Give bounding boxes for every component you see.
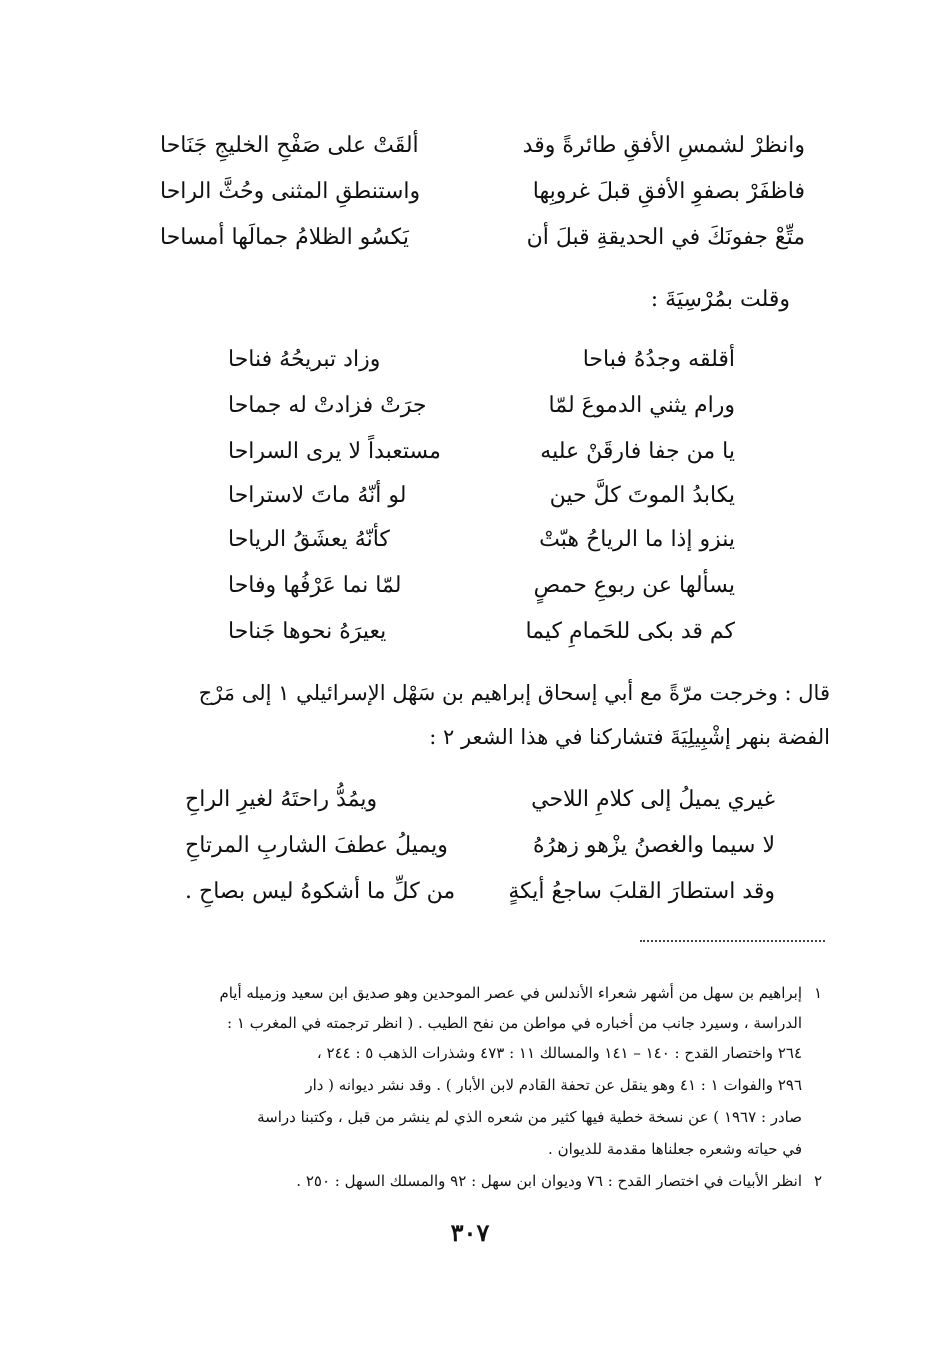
- footnote-number: ١: [813, 984, 822, 1002]
- prose-line: الفضة بنهر إشْبِيلِيَةَ فتشاركنا في هذا الشعر ٢ :: [429, 725, 830, 749]
- verse-second-hemistich: ويمُدُّ راحتَهُ لغيرِ الراحِ: [185, 787, 378, 812]
- footnote-line: [122, 1040, 822, 1066]
- verse-first-hemistich: يسألها عن ربوعِ حمصٍ: [533, 573, 735, 598]
- footnote-text: في حياته وشعره جعلناها مقدمة للديوان .: [548, 1140, 802, 1158]
- verse-line: [0, 218, 940, 258]
- verse-second-hemistich: جرَتْ فزادتْ له جماحا: [228, 393, 427, 418]
- page-number: ٣٠٧: [450, 1218, 490, 1247]
- verse-line: [0, 520, 940, 560]
- verse-line: [0, 780, 940, 820]
- verse-second-hemistich: يَكسُو الظلامُ جمالَها أمساحا: [160, 225, 409, 250]
- verse-first-hemistich: ورام يثني الدموعَ لمّا: [548, 393, 735, 418]
- verse-first-hemistich: فاظفَرْ بصفوِ الأفقِ قبلَ غروبِها: [532, 179, 805, 204]
- verse-second-hemistich: لمّا نما عَرْفُها وفاحا: [228, 573, 402, 598]
- footnote-line: [122, 1010, 822, 1036]
- footnote-line: [122, 980, 822, 1006]
- verse-first-hemistich: لا سيما والغصنُ يزْهو زهرُهُ: [532, 833, 775, 858]
- footnote-text: ٢٦٤ واختصار القدح : ١٤٠ – ١٤١ والمسالك ١١ : ٤٧٣ وشذرات الذهب ٥ : ٢٤٤ ،: [316, 1044, 802, 1062]
- verse-line: [0, 612, 940, 652]
- footnote-separator: [640, 940, 825, 942]
- verse-second-hemistich: واستنطقِ المثنى وحُثَّ الراحا: [160, 179, 421, 204]
- footnote-text: انظر الأبيات في اختصار القدح : ٧٦ وديوان ابن سهل : ٩٢ والمسلك السهل : ٢٥٠ .: [296, 1172, 802, 1190]
- verse-second-hemistich: لو أنّهُ ماتَ لاستراحا: [228, 483, 407, 508]
- verse-line: [0, 340, 940, 380]
- verse-line: [0, 432, 940, 472]
- verse-first-hemistich: يا من جفا فارقَنْ عليه: [540, 439, 735, 464]
- verse-line: [0, 872, 940, 912]
- footnote-line: [122, 1104, 822, 1130]
- verse-first-hemistich: غيري يميلُ إلى كلامِ اللاحي: [531, 787, 775, 812]
- footnote-text: إبراهيم بن سهل من أشهر شعراء الأندلس في عصر الموحدين وهو صديق ابن سعيد وزميله أيام: [219, 984, 802, 1002]
- verse-second-hemistich: وزاد تبريحُهُ فناحا: [228, 347, 381, 372]
- footnote-text: ٢٩٦ والفوات ١ : ٤١ وهو ينقل عن تحفة القادم لابن الأبار ) . وقد نشر ديوانه ( دار: [305, 1076, 802, 1094]
- verse-first-hemistich: متِّعْ جفونَكَ في الحديقةِ قبلَ أن: [526, 225, 805, 250]
- footnote-text: صادر : ١٩٦٧ ) عن نسخة خطية فيها كثير من شعره الذي لم ينشر من قبل ، وكتبنا دراسة: [257, 1108, 802, 1126]
- verse-second-hemistich: من كلِّ ما أشكوهُ ليس بصاحِ .: [185, 879, 456, 904]
- verse-first-hemistich: يكابدُ الموتَ كلَّ حين: [549, 483, 735, 508]
- verse-second-hemistich: ويميلُ عطفَ الشاربِ المرتاحِ: [185, 833, 448, 858]
- verse-first-hemistich: وانظرْ لشمسِ الأفقِ طائرةً وقد: [522, 133, 805, 158]
- verse-line: [0, 386, 940, 426]
- verse-second-hemistich: يعيرَهُ نحوها جَناحا: [228, 619, 387, 644]
- footnote-text: الدراسة ، وسيرد جانب من أخباره في مواطن من نفح الطيب . ( انظر ترجمته في المغرب ١ :: [227, 1014, 802, 1032]
- verse-second-hemistich: مستعبداً لا يرى السراحا: [228, 439, 441, 464]
- verse-first-hemistich: كم قد بكى للحَمامِ كيما: [525, 619, 735, 644]
- verse-line: [0, 566, 940, 606]
- footnote-line: [122, 1168, 822, 1194]
- footnote-line: [122, 1136, 822, 1162]
- footnote-number: ٢: [813, 1172, 822, 1190]
- footnote-line: [122, 1072, 822, 1098]
- section-intro: وقلت بمُرْسِيَةَ :: [650, 287, 790, 312]
- verse-line: [0, 126, 940, 166]
- verse-first-hemistich: أقلقه وجدُهُ فباحا: [582, 347, 735, 372]
- verse-first-hemistich: وقد استطارَ القلبَ ساجعُ أيكةٍ: [508, 879, 775, 904]
- prose-line: قال : وخرجت مرّةً مع أبي إسحاق إبراهيم بن سَهْل الإسرائيلي ١ إلى مَرْج: [198, 681, 830, 705]
- verse-line: [0, 476, 940, 516]
- verse-first-hemistich: ينزو إذا ما الرياحُ هبّتْ: [539, 527, 735, 552]
- verse-line: [0, 172, 940, 212]
- verse-second-hemistich: كأنّهُ يعشَقُ الرياحا: [228, 527, 390, 552]
- verse-second-hemistich: ألقَتْ على صَفْحِ الخليجِ جَنَاحا: [160, 133, 419, 158]
- verse-line: [0, 826, 940, 866]
